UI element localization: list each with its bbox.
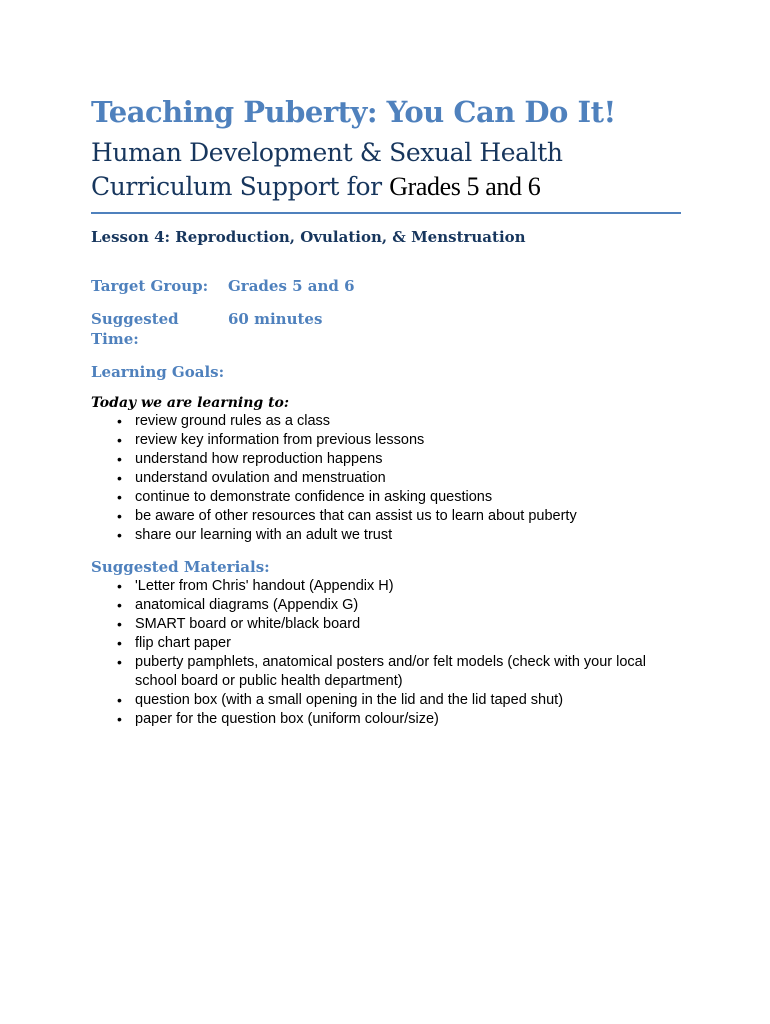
target-group-label: Target Group: <box>91 277 209 295</box>
document-subtitle-line2 <box>91 170 681 204</box>
material-item: • paper for the question box (uniform colour/size) <box>135 710 681 729</box>
learning-goals-list <box>91 412 681 545</box>
material-item: • 'Letter from Chris' handout (Appendix H) <box>135 577 681 596</box>
suggested-materials-list <box>91 577 681 729</box>
suggested-materials-heading: Suggested Materials: <box>91 558 270 576</box>
target-group-row <box>91 276 681 296</box>
goal-item: • understand how reproduction happens <box>135 450 681 469</box>
goal-item: • review key information from previous lessons <box>135 431 681 450</box>
suggested-time-label: Suggested Time: <box>91 310 179 348</box>
goal-item: • review ground rules as a class <box>135 412 681 431</box>
target-group-value: Grades 5 and 6 <box>228 277 355 295</box>
lesson-heading: Lesson 4: Reproduction, Ovulation, & Menstruation <box>91 228 526 246</box>
title-divider <box>91 212 681 214</box>
goal-item: • be aware of other resources that can assist us to learn about puberty <box>135 507 681 526</box>
goal-item: • understand ovulation and menstruation <box>135 469 681 488</box>
learning-goals-heading: Learning Goals: <box>91 363 225 381</box>
material-item: • anatomical diagrams (Appendix G) <box>135 596 681 615</box>
document-title: Teaching Puberty: You Can Do It! <box>91 95 616 129</box>
document-page <box>91 94 681 729</box>
material-item: • SMART board or white/black board <box>135 615 681 634</box>
material-item: • flip chart paper <box>135 634 681 653</box>
material-item: • question box (with a small opening in the lid and the lid taped shut) <box>135 691 681 710</box>
today-label: Today we are learning to: <box>91 395 290 411</box>
document-subtitle-line1: Human Development & Sexual Health <box>91 138 563 167</box>
material-item: • puberty pamphlets, anatomical posters and/or felt models (check with your local school board or public health department) <box>135 653 681 691</box>
suggested-time-value: 60 minutes <box>228 310 323 328</box>
suggested-time-row <box>91 309 681 349</box>
subtitle-prefix: Curriculum Support for <box>91 172 390 201</box>
goal-item: • continue to demonstrate confidence in asking questions <box>135 488 681 507</box>
goal-item: • share our learning with an adult we trust <box>135 526 681 545</box>
subtitle-grades: Grades 5 and 6 <box>389 172 541 201</box>
